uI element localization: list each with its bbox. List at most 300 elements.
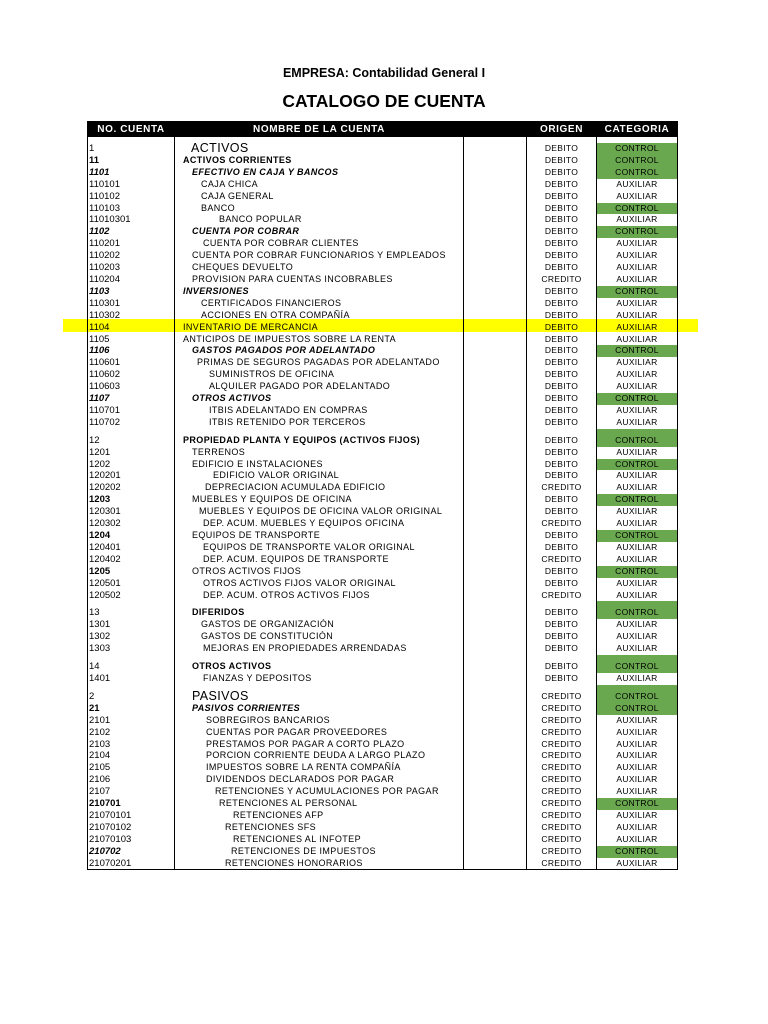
table-row[interactable] bbox=[88, 214, 678, 226]
table-body bbox=[88, 137, 678, 870]
spacer-cell bbox=[464, 530, 527, 542]
spacer-cell bbox=[464, 762, 527, 774]
spacer-cell bbox=[464, 179, 527, 191]
spacer-cell bbox=[464, 459, 527, 471]
account-origin: DEBITO bbox=[527, 542, 597, 554]
account-code: 110602 bbox=[88, 369, 175, 381]
spacer-cell bbox=[464, 322, 527, 334]
account-category: AUXILIAR bbox=[597, 334, 678, 346]
header-account-name[interactable]: NOMBRE DE LA CUENTA bbox=[175, 122, 464, 137]
account-code: 1101 bbox=[88, 167, 175, 179]
account-name: OTROS ACTIVOS FIJOS bbox=[175, 566, 464, 578]
account-code: 1205 bbox=[88, 566, 175, 578]
account-origin: DEBITO bbox=[527, 673, 597, 685]
spacer-cell bbox=[464, 643, 527, 655]
table-row[interactable] bbox=[88, 530, 678, 542]
account-code: 110201 bbox=[88, 238, 175, 250]
account-code: 210701 bbox=[88, 798, 175, 810]
table-row[interactable] bbox=[88, 578, 678, 590]
account-name: CUENTA POR COBRAR CLIENTES bbox=[175, 238, 464, 250]
account-code: 1202 bbox=[88, 459, 175, 471]
account-origin: CREDITO bbox=[527, 274, 597, 286]
account-origin: DEBITO bbox=[527, 619, 597, 631]
account-code: 120501 bbox=[88, 578, 175, 590]
account-category: CONTROL bbox=[597, 393, 678, 405]
account-origin: CREDITO bbox=[527, 727, 597, 739]
table-row[interactable] bbox=[88, 262, 678, 274]
account-origin: DEBITO bbox=[527, 310, 597, 322]
account-code: 21 bbox=[88, 703, 175, 715]
table-row[interactable] bbox=[88, 238, 678, 250]
account-origin: CREDITO bbox=[527, 750, 597, 762]
table-row[interactable] bbox=[88, 691, 678, 703]
account-name: MUEBLES Y EQUIPOS DE OFICINA bbox=[175, 494, 464, 506]
table-row[interactable] bbox=[88, 590, 678, 602]
account-category: AUXILIAR bbox=[597, 369, 678, 381]
table-row[interactable] bbox=[88, 203, 678, 215]
table-row[interactable] bbox=[88, 470, 678, 482]
account-origin: CREDITO bbox=[527, 554, 597, 566]
table-row[interactable] bbox=[88, 810, 678, 822]
spacer-cell bbox=[464, 858, 527, 870]
spacer-cell bbox=[464, 846, 527, 858]
account-origin: DEBITO bbox=[527, 167, 597, 179]
account-code: 110603 bbox=[88, 381, 175, 393]
account-code: 120301 bbox=[88, 506, 175, 518]
account-origin: CREDITO bbox=[527, 762, 597, 774]
account-origin: DEBITO bbox=[527, 393, 597, 405]
account-category: AUXILIAR bbox=[597, 739, 678, 751]
account-category: AUXILIAR bbox=[597, 750, 678, 762]
account-category: AUXILIAR bbox=[597, 673, 678, 685]
account-code: 2101 bbox=[88, 715, 175, 727]
account-category: CONTROL bbox=[597, 607, 678, 619]
header-spacer bbox=[464, 122, 527, 137]
table-row[interactable] bbox=[88, 447, 678, 459]
spacer-cell bbox=[464, 727, 527, 739]
account-name: BANCO bbox=[175, 203, 464, 215]
account-name: PASIVOS bbox=[175, 691, 464, 703]
account-category: AUXILIAR bbox=[597, 482, 678, 494]
account-origin: DEBITO bbox=[527, 262, 597, 274]
spacer-cell bbox=[464, 810, 527, 822]
spacer-cell bbox=[464, 798, 527, 810]
account-name: PROVISION PARA CUENTAS INCOBRABLES bbox=[175, 274, 464, 286]
account-category: CONTROL bbox=[597, 661, 678, 673]
table-row[interactable] bbox=[88, 834, 678, 846]
account-category: CONTROL bbox=[597, 494, 678, 506]
account-origin: DEBITO bbox=[527, 322, 597, 334]
account-category: AUXILIAR bbox=[597, 191, 678, 203]
account-code: 210702 bbox=[88, 846, 175, 858]
table-row[interactable] bbox=[88, 357, 678, 369]
spacer-cell bbox=[464, 774, 527, 786]
account-origin: DEBITO bbox=[527, 214, 597, 226]
account-name: PRIMAS DE SEGUROS PAGADAS POR ADELANTADO bbox=[175, 357, 464, 369]
table-row[interactable] bbox=[88, 369, 678, 381]
spacer-cell bbox=[464, 226, 527, 238]
account-code: 1107 bbox=[88, 393, 175, 405]
account-category: AUXILIAR bbox=[597, 357, 678, 369]
account-category: AUXILIAR bbox=[597, 274, 678, 286]
account-code: 110103 bbox=[88, 203, 175, 215]
account-origin: CREDITO bbox=[527, 482, 597, 494]
chart-of-accounts-table bbox=[87, 121, 678, 870]
account-code: 120502 bbox=[88, 590, 175, 602]
account-code: 120202 bbox=[88, 482, 175, 494]
account-code: 2 bbox=[88, 691, 175, 703]
spacer-cell bbox=[464, 578, 527, 590]
account-origin: DEBITO bbox=[527, 179, 597, 191]
spacer-cell bbox=[464, 542, 527, 554]
account-code: 1106 bbox=[88, 345, 175, 357]
account-origin: DEBITO bbox=[527, 155, 597, 167]
table-row[interactable] bbox=[88, 191, 678, 203]
spacer-cell bbox=[464, 518, 527, 530]
account-name: RETENCIONES HONORARIOS bbox=[175, 858, 464, 870]
account-origin: DEBITO bbox=[527, 143, 597, 155]
account-name: EDIFICIO VALOR ORIGINAL bbox=[175, 470, 464, 482]
account-origin: CREDITO bbox=[527, 590, 597, 602]
account-code: 2105 bbox=[88, 762, 175, 774]
table-row[interactable] bbox=[88, 703, 678, 715]
table-row[interactable] bbox=[88, 226, 678, 238]
account-origin: CREDITO bbox=[527, 834, 597, 846]
account-category: AUXILIAR bbox=[597, 786, 678, 798]
account-name: SUMINISTROS DE OFICINA bbox=[175, 369, 464, 381]
account-code: 110102 bbox=[88, 191, 175, 203]
account-code: 110702 bbox=[88, 417, 175, 429]
account-name: ALQUILER PAGADO POR ADELANTADO bbox=[175, 381, 464, 393]
table-row[interactable] bbox=[88, 274, 678, 286]
account-name: RETENCIONES SFS bbox=[175, 822, 464, 834]
account-code: 1401 bbox=[88, 673, 175, 685]
account-origin: DEBITO bbox=[527, 494, 597, 506]
account-category: AUXILIAR bbox=[597, 238, 678, 250]
account-name: CAJA GENERAL bbox=[175, 191, 464, 203]
table-row[interactable] bbox=[88, 167, 678, 179]
account-origin: DEBITO bbox=[527, 578, 597, 590]
spacer-cell bbox=[464, 435, 527, 447]
account-name: ITBIS ADELANTADO EN COMPRAS bbox=[175, 405, 464, 417]
table-row[interactable] bbox=[88, 858, 678, 870]
account-origin: DEBITO bbox=[527, 357, 597, 369]
spacer-cell bbox=[464, 470, 527, 482]
account-category: AUXILIAR bbox=[597, 858, 678, 870]
account-origin: CREDITO bbox=[527, 810, 597, 822]
account-code: 2104 bbox=[88, 750, 175, 762]
account-name: RETENCIONES AFP bbox=[175, 810, 464, 822]
table-row[interactable] bbox=[88, 631, 678, 643]
account-name: ITBIS RETENIDO POR TERCEROS bbox=[175, 417, 464, 429]
account-category: AUXILIAR bbox=[597, 447, 678, 459]
account-category: AUXILIAR bbox=[597, 250, 678, 262]
spacer-cell bbox=[464, 155, 527, 167]
table-row[interactable] bbox=[88, 518, 678, 530]
account-origin: DEBITO bbox=[527, 506, 597, 518]
spacer-cell bbox=[464, 345, 527, 357]
account-code: 1103 bbox=[88, 286, 175, 298]
table-row[interactable] bbox=[88, 322, 678, 334]
account-category: CONTROL bbox=[597, 345, 678, 357]
account-origin: DEBITO bbox=[527, 566, 597, 578]
account-code: 120401 bbox=[88, 542, 175, 554]
table-row[interactable] bbox=[88, 554, 678, 566]
account-name: RETENCIONES AL INFOTEP bbox=[175, 834, 464, 846]
company-name: EMPRESA: Contabilidad General I bbox=[282, 66, 486, 80]
account-name: DEP. ACUM. MUEBLES Y EQUIPOS OFICINA bbox=[175, 518, 464, 530]
account-category: AUXILIAR bbox=[597, 762, 678, 774]
account-name: ACCIONES EN OTRA COMPAÑÍA bbox=[175, 310, 464, 322]
account-category: AUXILIAR bbox=[597, 322, 678, 334]
spacer-cell bbox=[464, 369, 527, 381]
account-origin: CREDITO bbox=[527, 715, 597, 727]
account-name: CUENTAS POR PAGAR PROVEEDORES bbox=[175, 727, 464, 739]
table-row[interactable] bbox=[88, 661, 678, 673]
table-row[interactable] bbox=[88, 739, 678, 751]
account-origin: CREDITO bbox=[527, 786, 597, 798]
spacer-cell bbox=[464, 834, 527, 846]
account-code: 1303 bbox=[88, 643, 175, 655]
table-row[interactable] bbox=[88, 459, 678, 471]
account-code: 21070201 bbox=[88, 858, 175, 870]
account-category: AUXILIAR bbox=[597, 381, 678, 393]
table-row[interactable] bbox=[88, 155, 678, 167]
table-row[interactable] bbox=[88, 310, 678, 322]
table-row[interactable] bbox=[88, 727, 678, 739]
account-name: TERRENOS bbox=[175, 447, 464, 459]
spacer-cell bbox=[464, 381, 527, 393]
account-origin: CREDITO bbox=[527, 846, 597, 858]
table-row[interactable] bbox=[88, 435, 678, 447]
account-code: 21070103 bbox=[88, 834, 175, 846]
account-name: SOBREGIROS BANCARIOS bbox=[175, 715, 464, 727]
account-category: AUXILIAR bbox=[597, 179, 678, 191]
account-name: RETENCIONES DE IMPUESTOS bbox=[175, 846, 464, 858]
account-category: AUXILIAR bbox=[597, 518, 678, 530]
table-row[interactable] bbox=[88, 607, 678, 619]
account-origin: DEBITO bbox=[527, 530, 597, 542]
spacer-cell bbox=[464, 357, 527, 369]
account-code: 110701 bbox=[88, 405, 175, 417]
account-category: CONTROL bbox=[597, 226, 678, 238]
table-row[interactable] bbox=[88, 798, 678, 810]
table-row[interactable] bbox=[88, 143, 678, 155]
table-row[interactable] bbox=[88, 786, 678, 798]
spacer-cell bbox=[464, 167, 527, 179]
account-code: 120302 bbox=[88, 518, 175, 530]
spacer-cell bbox=[464, 786, 527, 798]
table-row[interactable] bbox=[88, 762, 678, 774]
spacer-cell bbox=[464, 286, 527, 298]
account-origin: CREDITO bbox=[527, 774, 597, 786]
account-code: 1302 bbox=[88, 631, 175, 643]
account-name: PASIVOS CORRIENTES bbox=[175, 703, 464, 715]
table-row[interactable] bbox=[88, 179, 678, 191]
spacer-cell bbox=[464, 238, 527, 250]
table-row[interactable] bbox=[88, 405, 678, 417]
account-category: AUXILIAR bbox=[597, 542, 678, 554]
spacer-cell bbox=[464, 298, 527, 310]
account-code: 2103 bbox=[88, 739, 175, 751]
account-name: ANTICIPOS DE IMPUESTOS SOBRE LA RENTA bbox=[175, 334, 464, 346]
account-code: 1203 bbox=[88, 494, 175, 506]
account-origin: CREDITO bbox=[527, 822, 597, 834]
table-row[interactable] bbox=[88, 715, 678, 727]
header-account-number[interactable]: NO. CUENTA bbox=[88, 122, 175, 137]
table-row[interactable] bbox=[88, 482, 678, 494]
spacer-cell bbox=[464, 715, 527, 727]
account-category: CONTROL bbox=[597, 203, 678, 215]
account-code: 2107 bbox=[88, 786, 175, 798]
account-category: CONTROL bbox=[597, 703, 678, 715]
account-category: AUXILIAR bbox=[597, 262, 678, 274]
account-origin: DEBITO bbox=[527, 203, 597, 215]
table-row[interactable] bbox=[88, 774, 678, 786]
account-name: CHEQUES DEVUELTO bbox=[175, 262, 464, 274]
header-origin[interactable]: ORIGEN bbox=[527, 122, 597, 137]
account-name: MEJORAS EN PROPIEDADES ARRENDADAS bbox=[175, 643, 464, 655]
account-name: DIFERIDOS bbox=[175, 607, 464, 619]
account-origin: DEBITO bbox=[527, 226, 597, 238]
account-category: CONTROL bbox=[597, 286, 678, 298]
account-category: CONTROL bbox=[597, 155, 678, 167]
account-name: OTROS ACTIVOS FIJOS VALOR ORIGINAL bbox=[175, 578, 464, 590]
account-origin: DEBITO bbox=[527, 643, 597, 655]
account-category: AUXILIAR bbox=[597, 214, 678, 226]
account-origin: DEBITO bbox=[527, 607, 597, 619]
account-code: 110601 bbox=[88, 357, 175, 369]
account-category: AUXILIAR bbox=[597, 643, 678, 655]
account-name: IMPUESTOS SOBRE LA RENTA COMPAÑÍA bbox=[175, 762, 464, 774]
table-row[interactable] bbox=[88, 334, 678, 346]
account-origin: DEBITO bbox=[527, 298, 597, 310]
table-row[interactable] bbox=[88, 619, 678, 631]
account-code: 21070101 bbox=[88, 810, 175, 822]
page-title: CATALOGO DE CUENTA bbox=[282, 91, 486, 111]
account-category: AUXILIAR bbox=[597, 834, 678, 846]
spacer-cell bbox=[464, 203, 527, 215]
table-row[interactable] bbox=[88, 345, 678, 357]
account-origin: DEBITO bbox=[527, 405, 597, 417]
account-category: AUXILIAR bbox=[597, 774, 678, 786]
account-origin: CREDITO bbox=[527, 691, 597, 703]
account-origin: CREDITO bbox=[527, 798, 597, 810]
account-name: CUENTA POR COBRAR FUNCIONARIOS Y EMPLEADOS bbox=[175, 250, 464, 262]
table-row[interactable] bbox=[88, 286, 678, 298]
table-row[interactable] bbox=[88, 417, 678, 429]
account-category: CONTROL bbox=[597, 435, 678, 447]
spacer-cell bbox=[464, 691, 527, 703]
account-category: CONTROL bbox=[597, 846, 678, 858]
account-name: RETENCIONES Y ACUMULACIONES POR PAGAR bbox=[175, 786, 464, 798]
spacer-cell bbox=[464, 417, 527, 429]
table-row[interactable] bbox=[88, 566, 678, 578]
account-name: INVENTARIO DE MERCANCIA bbox=[175, 322, 464, 334]
account-code: 110101 bbox=[88, 179, 175, 191]
table-row[interactable] bbox=[88, 822, 678, 834]
account-name: INVERSIONES bbox=[175, 286, 464, 298]
account-category: CONTROL bbox=[597, 530, 678, 542]
account-name: PORCION CORRIENTE DEUDA A LARGO PLAZO bbox=[175, 750, 464, 762]
account-category: CONTROL bbox=[597, 143, 678, 155]
account-name: GASTOS DE CONSTITUCIÓN bbox=[175, 631, 464, 643]
table-row[interactable] bbox=[88, 506, 678, 518]
spacer-cell bbox=[464, 494, 527, 506]
table-row[interactable] bbox=[88, 673, 678, 685]
account-category: AUXILIAR bbox=[597, 310, 678, 322]
spacer-cell bbox=[464, 822, 527, 834]
account-origin: DEBITO bbox=[527, 417, 597, 429]
account-code: 21070102 bbox=[88, 822, 175, 834]
account-code: 14 bbox=[88, 661, 175, 673]
account-category: CONTROL bbox=[597, 798, 678, 810]
account-name: GASTOS DE ORGANIZACIÓN bbox=[175, 619, 464, 631]
spacer-cell bbox=[464, 607, 527, 619]
account-origin: DEBITO bbox=[527, 369, 597, 381]
account-category: AUXILIAR bbox=[597, 715, 678, 727]
spacer-cell bbox=[464, 750, 527, 762]
account-name: ACTIVOS CORRIENTES bbox=[175, 155, 464, 167]
table-row[interactable] bbox=[88, 750, 678, 762]
table-row[interactable] bbox=[88, 393, 678, 405]
account-code: 2106 bbox=[88, 774, 175, 786]
account-name: DEPRECIACION ACUMULADA EDIFICIO bbox=[175, 482, 464, 494]
spacer-cell bbox=[464, 274, 527, 286]
account-category: AUXILIAR bbox=[597, 417, 678, 429]
account-code: 110301 bbox=[88, 298, 175, 310]
table-row[interactable] bbox=[88, 298, 678, 310]
table-row[interactable] bbox=[88, 643, 678, 655]
spacer-cell bbox=[464, 506, 527, 518]
table-row[interactable] bbox=[88, 542, 678, 554]
account-name: FIANZAS Y DEPOSITOS bbox=[175, 673, 464, 685]
account-name: EDIFICIO E INSTALACIONES bbox=[175, 459, 464, 471]
spacer-cell bbox=[464, 554, 527, 566]
account-category: CONTROL bbox=[597, 459, 678, 471]
account-category: AUXILIAR bbox=[597, 590, 678, 602]
account-code: 1102 bbox=[88, 226, 175, 238]
account-name: ACTIVOS bbox=[175, 143, 464, 155]
spacer-cell bbox=[464, 619, 527, 631]
account-name: EQUIPOS DE TRANSPORTE VALOR ORIGINAL bbox=[175, 542, 464, 554]
account-name: OTROS ACTIVOS bbox=[175, 393, 464, 405]
table-row[interactable] bbox=[88, 381, 678, 393]
account-name: CERTIFICADOS FINANCIEROS bbox=[175, 298, 464, 310]
spacer-cell bbox=[464, 191, 527, 203]
account-code: 1105 bbox=[88, 334, 175, 346]
account-origin: DEBITO bbox=[527, 191, 597, 203]
account-category: AUXILIAR bbox=[597, 810, 678, 822]
spacer-cell bbox=[464, 250, 527, 262]
table-row[interactable] bbox=[88, 846, 678, 858]
table-row[interactable] bbox=[88, 494, 678, 506]
header-category[interactable]: CATEGORIA bbox=[597, 122, 678, 137]
account-origin: CREDITO bbox=[527, 739, 597, 751]
table-header-row bbox=[88, 122, 678, 137]
table-row[interactable] bbox=[88, 250, 678, 262]
account-origin: DEBITO bbox=[527, 631, 597, 643]
account-name: EFECTIVO EN CAJA Y BANCOS bbox=[175, 167, 464, 179]
account-code: 110203 bbox=[88, 262, 175, 274]
account-name: DIVIDENDOS DECLARADOS POR PAGAR bbox=[175, 774, 464, 786]
account-category: AUXILIAR bbox=[597, 506, 678, 518]
account-category: AUXILIAR bbox=[597, 554, 678, 566]
account-code: 120201 bbox=[88, 470, 175, 482]
account-origin: CREDITO bbox=[527, 703, 597, 715]
account-code: 12 bbox=[88, 435, 175, 447]
account-origin: DEBITO bbox=[527, 238, 597, 250]
